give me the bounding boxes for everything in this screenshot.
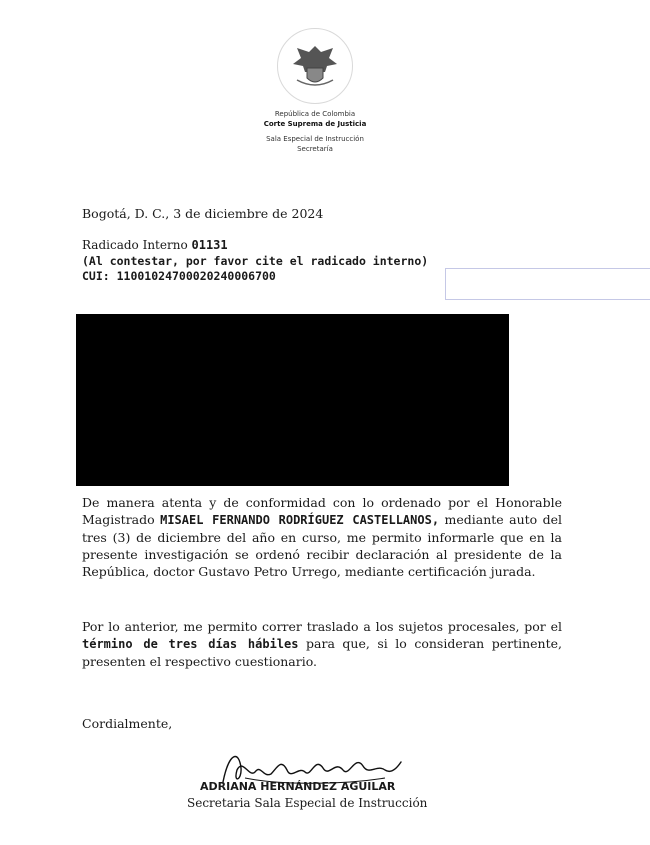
header-chamber: Sala Especial de Instrucción bbox=[266, 135, 364, 143]
p2-text-b: para que, si lo consideran pertinente, presenten el respectivo cuestionario. bbox=[82, 636, 563, 669]
p2-text-a: Por lo anterior, me permito correr traslado a los sujetos procesales, por el bbox=[82, 619, 562, 634]
letter-date: Bogotá, D. C., 3 de diciembre de 2024 bbox=[82, 206, 324, 221]
header-office: Secretaría bbox=[297, 145, 333, 153]
signer-title: Secretaria Sala Especial de Instrucción bbox=[187, 796, 428, 810]
radicado-line bbox=[82, 238, 428, 254]
cui-number: CUI: 11001024700020240006700 bbox=[82, 269, 276, 283]
header-court: Corte Suprema de Justicia bbox=[263, 120, 367, 128]
radicado-label: Radicado Interno bbox=[82, 238, 188, 252]
radicado-block bbox=[82, 238, 428, 285]
p1-text-b: mediante auto del tres (3) de diciembre del año en curso, me permito informarle que en la presente investigación se ordenó recibir declaración al presidente de la República, doctor Gustavo Petro Urrego, mediante certificación jurada. bbox=[82, 512, 562, 579]
closing: Cordialmente, bbox=[82, 716, 173, 731]
term-phrase: término de tres días hábiles bbox=[82, 637, 299, 651]
radicado-note: (Al contestar, por favor cite el radicado interno) bbox=[82, 253, 429, 268]
letterhead bbox=[220, 28, 410, 154]
header-country: República de Colombia bbox=[274, 110, 356, 118]
redacted-block bbox=[76, 314, 509, 486]
magistrate-name: MISAEL FERNANDO RODRÍGUEZ CASTELLANOS, bbox=[160, 513, 440, 527]
body-paragraph-2 bbox=[82, 618, 562, 670]
body-paragraph-1 bbox=[82, 494, 562, 580]
stamp-box bbox=[445, 268, 650, 300]
signer-name: ADRIANA HERNÁNDEZ AGUILAR bbox=[200, 780, 396, 793]
coat-of-arms-icon bbox=[277, 28, 353, 104]
radicado-number: 01131 bbox=[191, 238, 228, 252]
p1-text-a: De manera atenta y de conformidad con lo ordenado por el Honorable Magistrado bbox=[82, 495, 562, 527]
